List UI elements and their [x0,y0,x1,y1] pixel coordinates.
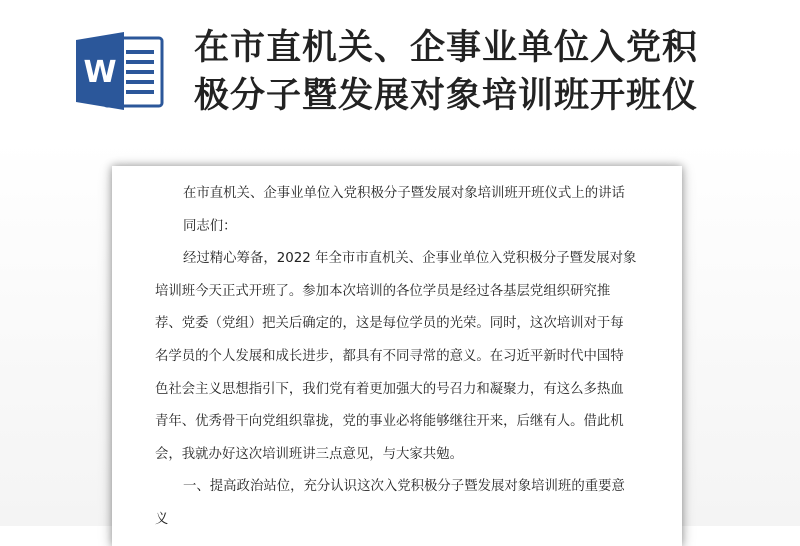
paragraph-line: 培训班今天正式开班了。参加本次培训的各位学员是经过各基层党组织研究推 [155,283,611,299]
document-title: 在市直机关、企事业单位入党积极分子暨发展对象培训班开班仪式上的讲话 [183,186,625,201]
paragraph-line: 名学员的个人发展和成长进步，都具有不同寻常的意义。在习近平新时代中国特 [155,348,624,364]
heading-line: 一、提高政治站位，充分认识这次入党积极分子暨发展对象培训班的重要意 [183,479,625,495]
section-heading-1 [155,471,655,536]
title-line-1: 在市直机关、企事业单位入党积 [194,28,699,68]
page-title [194,24,794,120]
word-icon-letter: W [83,55,117,90]
title-line-2: 极分子暨发展对象培训班开班仪 [194,76,699,116]
salutation: 同志们： [183,218,237,234]
paragraph-line: 色社会主义思想指引下，我们党有着更加强大的号召力和凝聚力，有这么多热血 [155,381,624,397]
paragraph-line: 青年、优秀骨干向党组织靠拢，党的事业必将能够继往开来，后继有人。借此机 [155,414,624,430]
paragraph-line: 会，我就办好这次培训班讲三点意见，与大家共勉。 [155,446,463,462]
document-body [155,178,655,537]
paragraph-line: 荐、党委（党组）把关后确定的，这是每位学员的光荣。同时，这次培训对于每 [155,316,624,332]
word-document-icon [74,30,166,112]
paragraph-1 [155,243,655,471]
header-banner [0,0,800,140]
heading-line: 义 [155,511,169,527]
paragraph-line: 经过精心筹备，2022 年全市市直机关、企事业单位入党积极分子暨发展对象 [183,251,637,267]
